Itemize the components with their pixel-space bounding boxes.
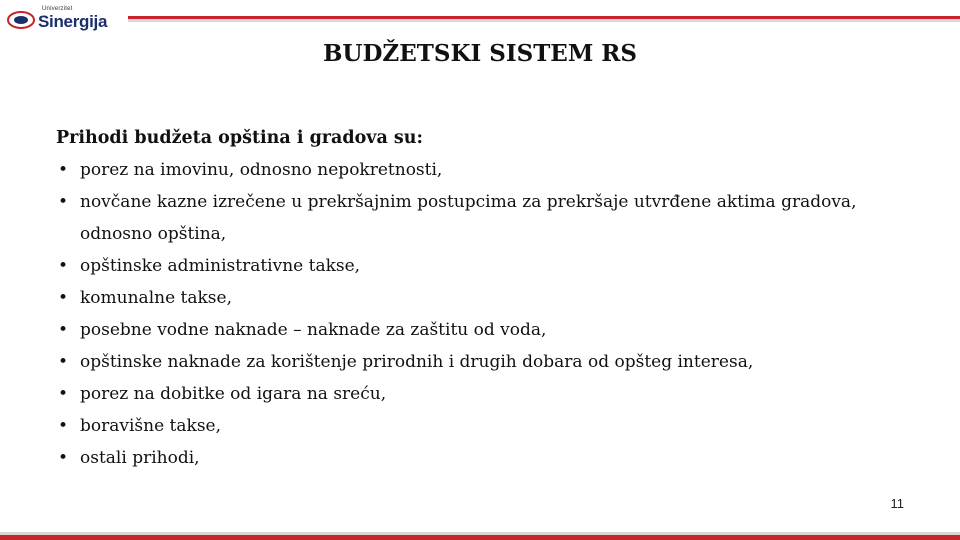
bullet-icon: • xyxy=(57,288,69,308)
list-item-text: boravišne takse, xyxy=(80,416,222,436)
list-item xyxy=(56,250,870,282)
list-item xyxy=(56,442,870,474)
bullet-icon: • xyxy=(57,352,69,372)
bullet-icon: • xyxy=(57,192,69,212)
sinergija-emblem-icon xyxy=(6,10,36,30)
list-item xyxy=(56,154,870,186)
list-item xyxy=(56,282,870,314)
list-item-text: novčane kazne izrečene u prekršajnim postupcima za prekršaje utvrđene aktima gradova, odnosno opština, xyxy=(80,192,857,244)
list-item-text: opštinske administrativne takse, xyxy=(80,256,361,276)
list-heading: Prihodi budžeta opština i gradova su: xyxy=(56,128,423,148)
logo-small-text: Univerzitet xyxy=(42,6,73,12)
list-item xyxy=(56,346,870,378)
revenue-list xyxy=(56,154,916,474)
bullet-icon: • xyxy=(57,448,69,468)
bullet-icon: • xyxy=(57,320,69,340)
slide-title: BUDŽETSKI SISTEM RS xyxy=(322,40,638,67)
bullet-icon: • xyxy=(57,416,69,436)
university-logo xyxy=(6,6,126,32)
list-item-text: porez na imovinu, odnosno nepokretnosti, xyxy=(80,160,443,180)
list-item xyxy=(56,314,870,346)
list-item-text: komunalne takse, xyxy=(80,288,232,308)
list-item-text: opštinske naknade za korištenje prirodnih i drugih dobara od opšteg interesa, xyxy=(80,352,754,372)
list-item-text: porez na dobitke od igara na sreću, xyxy=(80,384,387,404)
list-item xyxy=(56,410,870,442)
list-item-text: posebne vodne naknade – naknade za zaštitu od voda, xyxy=(80,320,547,340)
slide-content xyxy=(56,128,916,474)
header-rule xyxy=(128,16,960,22)
header-rule-gray xyxy=(128,19,960,22)
page-number: 11 xyxy=(890,496,904,511)
list-item-text: ostali prihodi, xyxy=(80,448,200,468)
footer-rule-red xyxy=(0,535,960,540)
bullet-icon: • xyxy=(57,256,69,276)
list-item xyxy=(56,186,870,250)
bullet-icon: • xyxy=(57,384,69,404)
footer-rule xyxy=(0,532,960,540)
logo-brand-text: Sinergija xyxy=(38,12,108,31)
list-item xyxy=(56,378,870,410)
bullet-icon: • xyxy=(57,160,69,180)
